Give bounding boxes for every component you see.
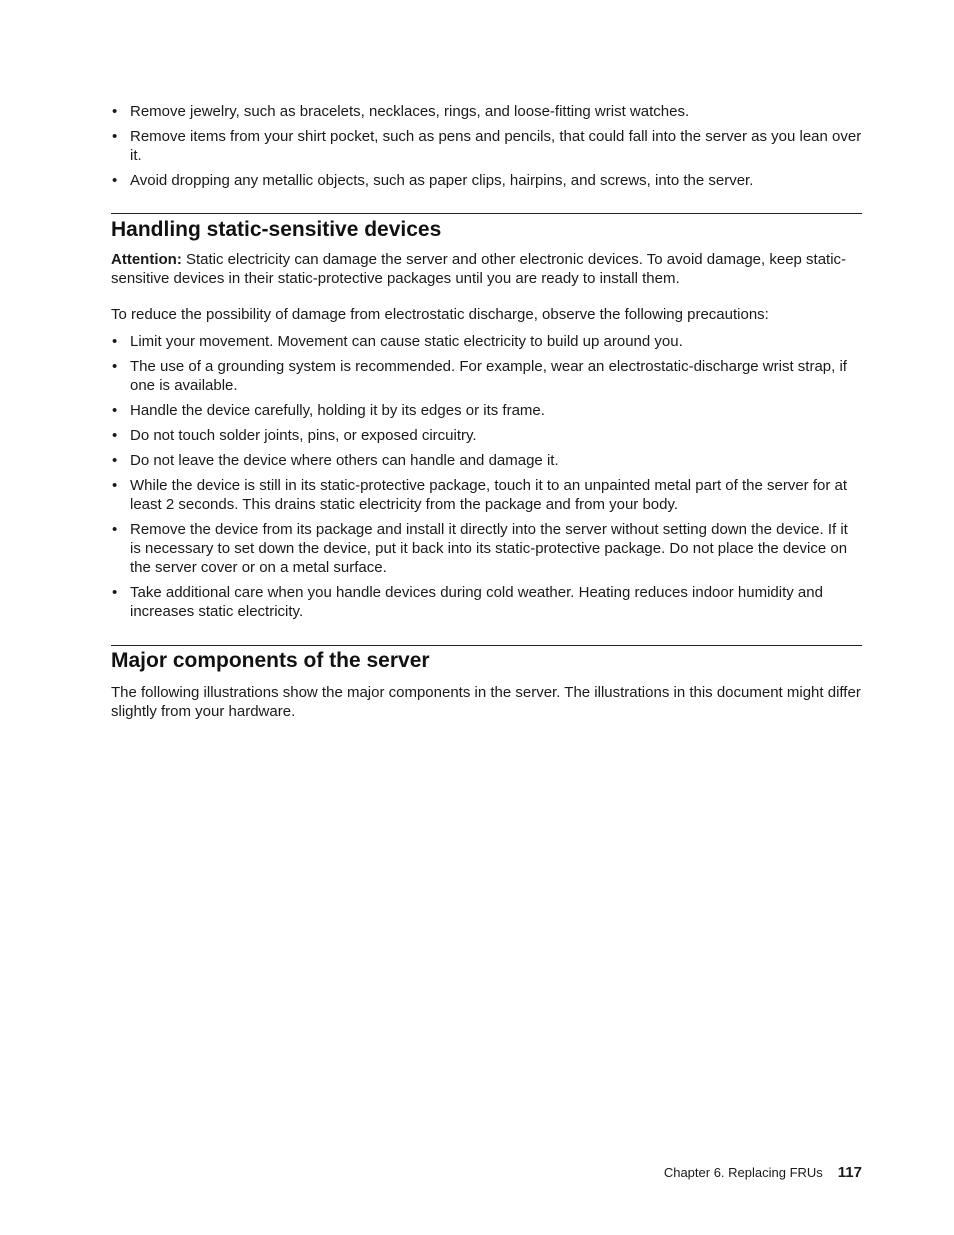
list-item	[111, 426, 862, 445]
section-divider	[111, 645, 862, 646]
bullet-icon: •	[112, 477, 118, 494]
footer-chapter-label: Chapter 6. Replacing FRUs	[663, 1165, 823, 1180]
list-item-text: Limit your movement. Movement can cause static electricity to build up around you.	[130, 333, 683, 350]
list-item	[111, 127, 862, 165]
list-item	[111, 401, 862, 420]
page-number: 117	[837, 1164, 862, 1181]
section-divider	[111, 213, 862, 214]
list-item	[111, 583, 862, 621]
attention-text: Static electricity can damage the server and other electronic devices. To avoid damage, keep static-sensitive devices in their static-protective packages until you are ready to install them.	[111, 251, 847, 287]
list-item	[111, 520, 862, 577]
bullet-icon: •	[112, 402, 118, 419]
page-footer	[664, 1163, 862, 1183]
list-item	[111, 476, 862, 514]
list-item-text: Do not leave the device where others can handle and damage it.	[130, 452, 559, 469]
bullet-icon: •	[112, 521, 118, 538]
list-item-text: Remove items from your shirt pocket, such as pens and pencils, that could fall into the server as you lean over it.	[130, 128, 862, 164]
list-item	[111, 171, 862, 190]
list-item	[111, 451, 862, 470]
bullet-icon: •	[112, 128, 118, 145]
components-paragraph: The following illustrations show the major components in the server. The illustrations in this document might differ slightly from your hardware.	[111, 684, 861, 720]
list-item	[111, 332, 862, 351]
precautions-bullet-list	[111, 332, 862, 627]
list-item	[111, 102, 862, 121]
list-item-text: Take additional care when you handle devices during cold weather. Heating reduces indoor humidity and increases static electricity.	[130, 584, 823, 620]
bullet-icon: •	[112, 427, 118, 444]
section-heading-major-components: Major components of the server	[111, 649, 430, 672]
list-item-text: Remove the device from its package and install it directly into the server without setting down the device. If it is necessary to set down the device, put it back into its static-protective package. Do not place the device on the server cover or on a metal surface.	[130, 521, 848, 576]
bullet-icon: •	[112, 333, 118, 350]
list-item-text: Avoid dropping any metallic objects, such as paper clips, hairpins, and screws, into the server.	[130, 172, 754, 189]
list-item-text: While the device is still in its static-protective package, touch it to an unpainted metal part of the server for at least 2 seconds. This drains static electricity from the package and from your body.	[130, 477, 848, 513]
attention-label: Attention:	[111, 251, 182, 268]
bullet-icon: •	[112, 358, 118, 375]
bullet-icon: •	[112, 452, 118, 469]
bullet-icon: •	[112, 172, 118, 189]
intro-bullet-list	[111, 102, 862, 196]
list-item-text: The use of a grounding system is recommended. For example, wear an electrostatic-discharge wrist strap, if one is available.	[130, 358, 847, 394]
list-item	[111, 357, 862, 395]
list-item-text: Do not touch solder joints, pins, or exposed circuitry.	[130, 427, 477, 444]
precautions-intro: To reduce the possibility of damage from electrostatic discharge, observe the following precautions:	[111, 306, 769, 323]
section-heading-static-devices: Handling static-sensitive devices	[111, 218, 442, 241]
list-item-text: Handle the device carefully, holding it by its edges or its frame.	[130, 402, 545, 419]
bullet-icon: •	[112, 103, 118, 120]
list-item-text: Remove jewelry, such as bracelets, necklaces, rings, and loose-fitting wrist watches.	[130, 103, 690, 120]
attention-paragraph	[111, 250, 862, 288]
bullet-icon: •	[112, 584, 118, 601]
